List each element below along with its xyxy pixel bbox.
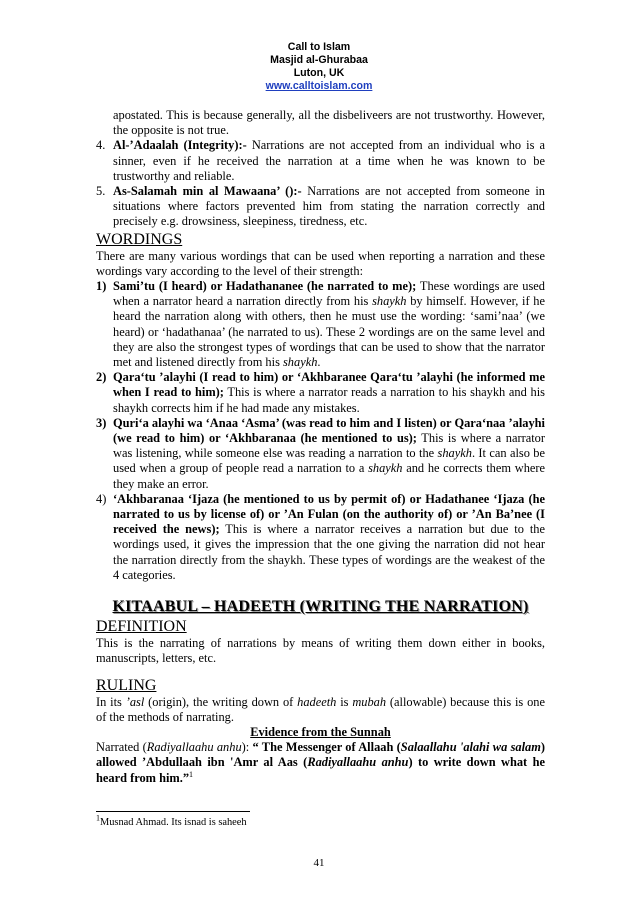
wordings-intro: There are many various wordings that can be used when reporting a narration and these wordings vary according to the level of their strength:	[96, 248, 545, 278]
header-location: Luton, UK	[293, 67, 345, 79]
section-title: KITAABUL – HADEETH (WRITING THE NARRATION)	[112, 598, 529, 616]
item-text: . It can also be used when a group of people read a narration to a	[113, 446, 545, 476]
item-title: Quri‘a alayhi wa ‘Anaa ‘Asma’ (was read to him and I listen) or Qara‘naa ’alayhi (we read to him) or ‘Akhbaranaa (he mentioned to us);	[113, 415, 545, 446]
text-run: Narrated (	[96, 740, 147, 755]
definition-text: This is the narrating of narrations by means of writing them down either in books, manuscripts, letters, etc.	[96, 636, 545, 666]
wording-item	[96, 370, 545, 416]
italic-term: mubah	[352, 694, 387, 709]
footnote-divider	[96, 811, 250, 812]
wording-item	[96, 279, 545, 370]
condition-item	[96, 184, 545, 230]
evidence-heading: Evidence from the Sunnah	[250, 724, 391, 739]
item-text: These wordings are used when a narrator heard a narration directly from his	[113, 279, 545, 309]
text-run: ):	[241, 740, 253, 755]
ruling-heading: RULING	[96, 676, 157, 694]
italic-term: shaykh	[368, 461, 403, 476]
italic-term: Radiyallaahu anhu	[146, 740, 242, 755]
item-text: Narrations are not accepted from someone in situations where factors prevented him from stating the narration correctly and precisely e.g. drowsiness, sleepiness, tiredness, etc.	[113, 184, 545, 229]
ruling-text	[96, 695, 545, 725]
footnote	[96, 813, 247, 829]
item-number: 2)	[96, 370, 107, 385]
wording-item	[96, 492, 545, 583]
website-link[interactable]: www.calltoislam.com	[265, 80, 373, 92]
text-run: is	[336, 694, 353, 709]
footnote-ref[interactable]: 1	[189, 769, 194, 779]
item-text: This is where a narrator was listening, while someone else was reading a narration to the	[113, 431, 545, 461]
item-number: 1)	[96, 279, 107, 294]
footnote-mark: 1	[96, 813, 100, 823]
condition-item	[96, 138, 545, 184]
bold-run: ) to write down what he heard from him.”	[96, 755, 545, 785]
text-run: (origin), the writing down of	[144, 694, 298, 709]
item-text: and he corrects them where they make an error.	[113, 461, 546, 491]
definition-heading: DEFINITION	[96, 618, 187, 636]
italic-term: shaykh	[437, 446, 472, 461]
wordings-heading: WORDINGS	[96, 230, 183, 248]
item-title: Sami’tu (I heard) or Hadathananee (he narrated to me);	[113, 279, 417, 294]
header-org: Call to Islam	[287, 41, 351, 53]
item-title: Qara‘tu ’alayhi (I read to him) or ‘Akhbaranee Qara‘tu ’alayhi (he informed me when I read to him);	[113, 370, 545, 400]
wording-item	[96, 416, 545, 492]
footnote-text: Musnad Ahmad. Its isnad is saheeh	[100, 817, 247, 828]
italic-term: hadeeth	[297, 694, 337, 709]
text-run: In its	[96, 694, 126, 709]
item-title: As-Salamah min al Mawaana’ ():-	[113, 184, 302, 199]
item-number: 5.	[96, 184, 106, 199]
item-number: 3)	[96, 415, 107, 430]
item-number: 4)	[96, 491, 107, 506]
item-title: Al-’Adaalah (Integrity):-	[113, 138, 247, 153]
italic-term: Salaallahu 'alahi wa salam	[400, 740, 541, 755]
bold-run: “ The Messenger of Allaah (	[252, 740, 401, 755]
item-number: 4.	[96, 138, 106, 153]
italic-term: shaykh	[372, 294, 407, 309]
header-link-row	[0, 80, 638, 93]
page-number: 41	[313, 857, 325, 869]
item-text: .	[317, 355, 321, 370]
item-text: This is where a narrator receives a narration but due to the wordings used, it gives the impression that the one giving the narration did not hear the narration directly from the shaykh. These types of wordings are the weakest of the 4 categories.	[113, 522, 545, 582]
item-text: This is where a narrator reads a narration to his shaykh and his shaykh corrects him if he had made any mistakes.	[113, 385, 545, 415]
item-title: ‘Akhbaranaa ‘Ijaza (he mentioned to us by permit of) or Hadathanee ‘Ijaza (he narrated to us by license of) or ’An Fulan (on the authority of) or ’An Ba’nee (I received the news);	[113, 491, 545, 537]
bold-run: ) allowed ’Abdullaah ibn 'Amr al Aas (	[96, 740, 546, 770]
text-run: (allowable) because this is one of the methods of narrating.	[96, 694, 545, 724]
intro-continuation: apostated. This is because generally, all the disbeliveers are not trustworthy. However, the opposite is not true.	[113, 108, 545, 138]
hadith-text	[96, 740, 545, 786]
item-text: by himself. However, if he heard the narration along with others, then he must use the wording: ‘sami’naa’ (we heard) or ‘hadathanaa’ (he narrated to us). These 2 wordings are on the same level and they are also the strongest types of wordings that can be used to show that the narrator met and listened directly from his	[113, 294, 546, 370]
italic-term: shaykh	[282, 355, 318, 370]
header-masjid: Masjid al-Ghurabaa	[270, 54, 368, 66]
italic-term: Radiyallaahu anhu	[307, 755, 409, 770]
main-text	[96, 108, 545, 786]
italic-term: ’asl	[125, 694, 145, 709]
item-text: Narrations are not accepted from an individual who is a sinner, even if he received the narration at a time when he was known to be trustworthy and reliable.	[113, 138, 545, 183]
